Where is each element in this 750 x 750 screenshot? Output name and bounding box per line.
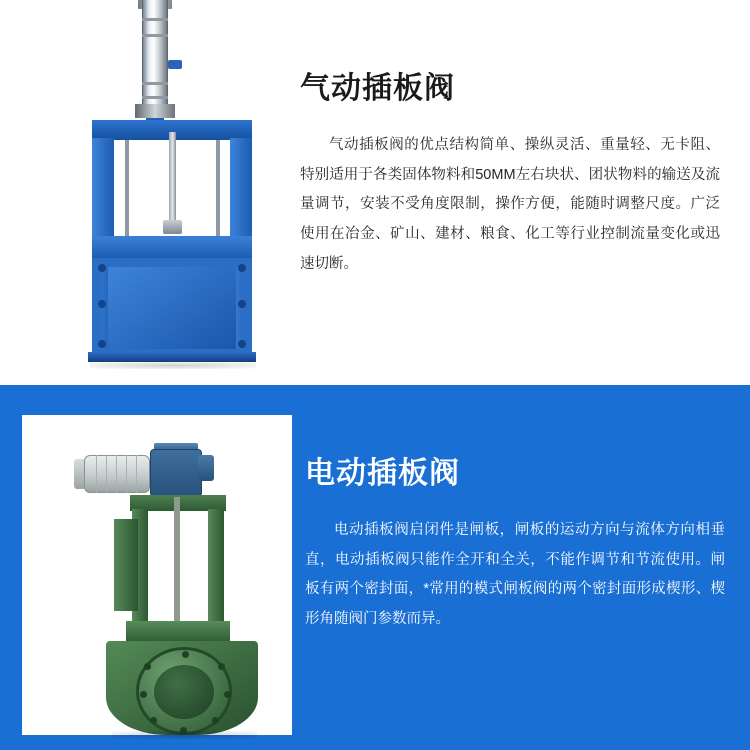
electric-valve-illustration bbox=[22, 415, 292, 735]
cylinder-rib-icon bbox=[142, 18, 168, 21]
motor-fin-icon bbox=[136, 455, 137, 493]
cylinder-rib-icon bbox=[142, 82, 168, 85]
handwheel-icon bbox=[198, 455, 214, 481]
guide-rod-left-icon bbox=[125, 140, 129, 250]
flange-bolt-icon bbox=[98, 340, 106, 348]
flange-bolt-icon bbox=[238, 300, 246, 308]
cylinder-bottom-cap-icon bbox=[135, 104, 175, 118]
pneumatic-title: 气动插板阀 bbox=[300, 72, 455, 105]
electric-valve-image bbox=[22, 415, 292, 735]
flange-bolt-icon bbox=[144, 663, 151, 670]
stem-nut-icon bbox=[163, 220, 182, 234]
electric-description: 电动插板阀启闭件是闸板，闸板的运动方向与流体方向相垂直，电动插板阀只能作全开和全关，不能作调节和节流使用。闸板有两个密封面，*常用的模式闸板阀的两个密封面形成楔形、楔形角随阀门参数而异。 bbox=[305, 522, 725, 628]
flange-bolt-icon bbox=[98, 264, 106, 272]
image-shadow bbox=[112, 731, 257, 739]
valve-base-plate bbox=[88, 352, 256, 362]
flange-bolt-icon bbox=[150, 717, 157, 724]
electric-text-block bbox=[305, 457, 725, 635]
flange-bolt-icon bbox=[238, 264, 246, 272]
gearbox-icon bbox=[150, 449, 202, 497]
flange-bolt-icon bbox=[218, 663, 225, 670]
flange-bolt-icon bbox=[212, 717, 219, 724]
motor-fin-icon bbox=[126, 455, 127, 493]
image-shadow bbox=[90, 362, 256, 369]
guide-rod-right-icon bbox=[216, 140, 220, 250]
electric-motor-icon bbox=[84, 455, 150, 493]
motor-fin-icon bbox=[116, 455, 117, 493]
flange-bolt-icon bbox=[98, 300, 106, 308]
flange-bolt-icon bbox=[224, 691, 231, 698]
cylinder-rib-icon bbox=[142, 34, 168, 37]
valve-stem-icon bbox=[174, 497, 180, 627]
flange-bolt-icon bbox=[182, 651, 189, 658]
pneumatic-valve-image bbox=[30, 0, 280, 385]
flange-bore bbox=[154, 665, 214, 719]
motor-fin-icon bbox=[96, 455, 97, 493]
pneumatic-description: 气动插板阀的优点结构简单、操纵灵活、重量轻、无卡阻、特别适用于各类固体物料和50MM左右块状、团状物料的输送及流量调节，安装不受角度限制，操作方便，能随时调整尺度。广泛使用在冶金、矿山、建材、粮食、化工等行业控制流量变化或迅速切断。 bbox=[300, 137, 720, 272]
valve-middle-plate bbox=[92, 236, 252, 260]
electric-title: 电动插板阀 bbox=[305, 457, 460, 490]
limit-switch-box bbox=[114, 519, 138, 611]
valve-stem-icon bbox=[169, 132, 176, 224]
valve-body-flange bbox=[92, 258, 252, 358]
section-electric bbox=[0, 385, 750, 750]
pneumatic-text-block bbox=[300, 72, 720, 280]
pneumatic-valve-illustration bbox=[30, 0, 280, 385]
cylinder-rib-icon bbox=[142, 96, 168, 99]
flange-bolt-icon bbox=[238, 340, 246, 348]
air-port-icon bbox=[168, 60, 182, 69]
flange-bolt-icon bbox=[140, 691, 147, 698]
motor-fin-icon bbox=[106, 455, 107, 493]
